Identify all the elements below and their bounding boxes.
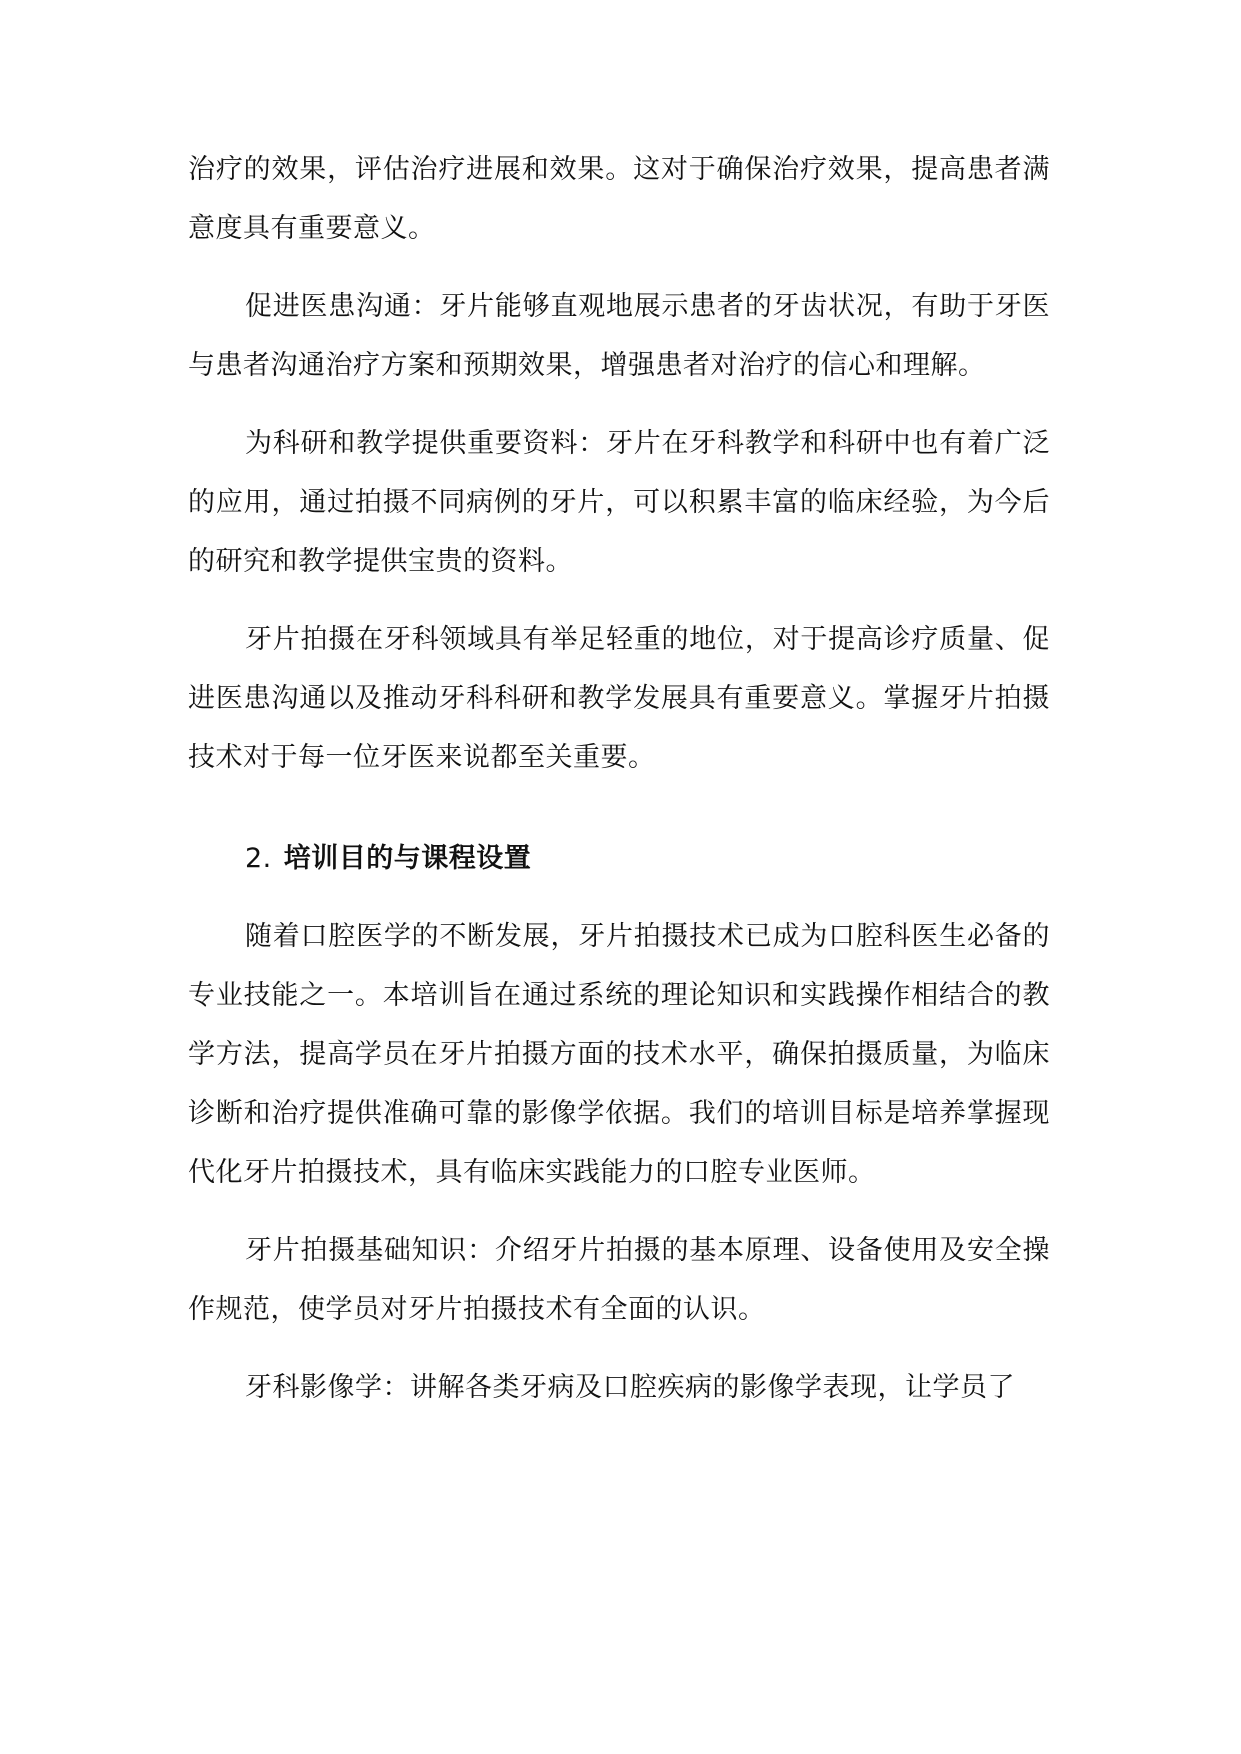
section-heading [188,829,1050,888]
section-title: 培训目的与课程设置 [283,843,532,874]
paragraph-dental-imaging-course: 牙科影像学：讲解各类牙病及口腔疾病的影像学表现，让学员了 [245,1372,1015,1403]
section-number: 2. [245,843,272,874]
document-body [188,140,1050,1417]
paragraph-basics-course: 牙片拍摄基础知识：介绍牙片拍摄的基本原理、设备使用及安全操作规范，使学员对牙片拍摄技术有全面的认识。 [188,1235,1050,1325]
paragraph-doctor-patient-communication: 促进医患沟通：牙片能够直观地展示患者的牙齿状况，有助于牙医与患者沟通治疗方案和预期效果，增强患者对治疗的信心和理解。 [188,291,1050,381]
paragraph-treatment-effect: 治疗的效果，评估治疗进展和效果。这对于确保治疗效果，提高患者满意度具有重要意义。 [188,154,1050,244]
paragraph-summary: 牙片拍摄在牙科领域具有举足轻重的地位，对于提高诊疗质量、促进医患沟通以及推动牙科科研和教学发展具有重要意义。掌握牙片拍摄技术对于每一位牙医来说都至关重要。 [188,624,1050,773]
paragraph-training-goals: 随着口腔医学的不断发展，牙片拍摄技术已成为口腔科医生必备的专业技能之一。本培训旨在通过系统的理论知识和实践操作相结合的教学方法，提高学员在牙片拍摄方面的技术水平，确保拍摄质量，为临床诊断和治疗提供准确可靠的影像学依据。我们的培训目标是培养掌握现代化牙片拍摄技术，具有临床实践能力的口腔专业医师。 [188,921,1050,1188]
paragraph-research-teaching: 为科研和教学提供重要资料：牙片在牙科教学和科研中也有着广泛的应用，通过拍摄不同病例的牙片，可以积累丰富的临床经验，为今后的研究和教学提供宝贵的资料。 [188,428,1050,577]
